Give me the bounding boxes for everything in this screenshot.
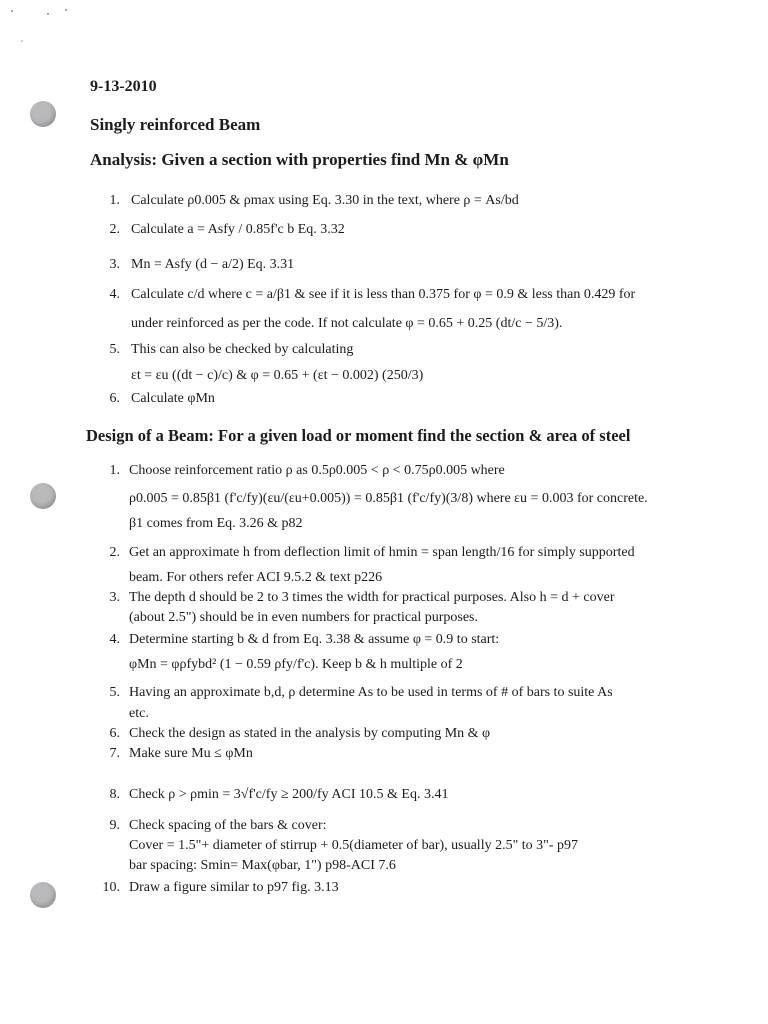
list-number: 2.	[109, 545, 120, 560]
list-item-continued: (about 2.5") should be in even numbers for practical purposes.	[129, 610, 479, 625]
list-number: 7.	[109, 746, 120, 761]
list-item: Get an approximate h from deflection limit of hmin = span length/16 for simply supported	[129, 545, 635, 560]
list-number: 5.	[109, 342, 120, 357]
list-number: 10.	[102, 880, 120, 895]
date: 9-13-2010	[90, 78, 157, 95]
list-number: 3.	[109, 590, 120, 605]
list-item: This can also be checked by calculating	[131, 342, 354, 357]
list-number: 1.	[109, 463, 120, 478]
list-number: 4.	[109, 287, 120, 302]
list-item-continued: β1 comes from Eq. 3.26 & p82	[129, 516, 303, 531]
list-number: 2.	[109, 222, 120, 237]
list-item-continued: beam. For others refer ACI 9.5.2 & text p226	[129, 570, 383, 585]
list-item-continued: under reinforced as per the code. If not calculate φ = 0.65 + 0.25 (dt/c − 5/3).	[131, 316, 563, 331]
list-item-continued: Cover = 1.5"+ diameter of stirrup + 0.5(diameter of bar), usually 2.5" to 3"- p97	[129, 838, 579, 853]
analysis-heading: Analysis: Given a section with properties find Mn & φMn	[90, 150, 509, 169]
list-item: Check ρ > ρmin = 3√f'c/fy ≥ 200/fy ACI 10.5 & Eq. 3.41	[129, 787, 449, 802]
design-heading: Design of a Beam: For a given load or moment find the section & area of steel	[86, 426, 631, 445]
page-title: Singly reinforced Beam	[90, 115, 261, 134]
list-number: 5.	[109, 685, 120, 700]
list-item: Determine starting b & d from Eq. 3.38 & assume φ = 0.9 to start:	[129, 632, 500, 647]
list-item-continued: ρ0.005 = 0.85β1 (f'c/fy)(εu/(εu+0.005)) = 0.85β1 (f'c/fy)(3/8) where εu = 0.003 for concrete.	[129, 491, 648, 506]
list-item: Choose reinforcement ratio ρ as 0.5ρ0.005 < ρ < 0.75ρ0.005 where	[129, 463, 505, 478]
list-item: Draw a figure similar to p97 fig. 3.13	[129, 880, 339, 895]
list-item: Calculate a = Asfy / 0.85f'c b Eq. 3.32	[131, 222, 345, 237]
list-number: 8.	[109, 787, 120, 802]
list-number: 3.	[109, 257, 120, 272]
list-item: Calculate c/d where c = a/β1 & see if it is less than 0.375 for φ = 0.9 & less than 0.429 for	[131, 287, 636, 302]
list-number: 6.	[109, 726, 120, 741]
binder-hole-middle	[30, 483, 56, 509]
list-item-continued: bar spacing: Smin= Max(φbar, 1") p98-ACI 7.6	[129, 858, 396, 873]
list-item-continued: εt = εu ((dt − c)/c) & φ = 0.65 + (εt − 0.002) (250/3)	[131, 368, 424, 383]
binder-hole-bottom	[30, 882, 56, 908]
list-item: Calculate ρ0.005 & ρmax using Eq. 3.30 in the text, where ρ = As/bd	[131, 193, 519, 208]
list-item: Having an approximate b,d, ρ determine As to be used in terms of # of bars to suite As	[129, 685, 613, 700]
list-item: The depth d should be 2 to 3 times the width for practical purposes. Also h = d + cover	[129, 590, 615, 605]
binder-hole-top	[30, 101, 56, 127]
list-item: Check the design as stated in the analysis by computing Mn & φ	[129, 726, 491, 741]
list-item-continued: etc.	[129, 706, 149, 721]
list-number: 6.	[109, 391, 120, 406]
list-item: Mn = Asfy (d − a/2) Eq. 3.31	[131, 257, 295, 272]
list-item: Calculate φMn	[131, 391, 215, 406]
list-number: 4.	[109, 632, 120, 647]
list-item-continued: φMn = φρfybd² (1 − 0.59 ρfy/f'c). Keep b & h multiple of 2	[129, 657, 463, 672]
list-number: 9.	[109, 818, 120, 833]
list-item: Make sure Mu ≤ φMn	[129, 746, 253, 761]
scan-specks	[0, 0, 768, 60]
list-item: Check spacing of the bars & cover:	[129, 818, 327, 833]
list-number: 1.	[109, 193, 120, 208]
